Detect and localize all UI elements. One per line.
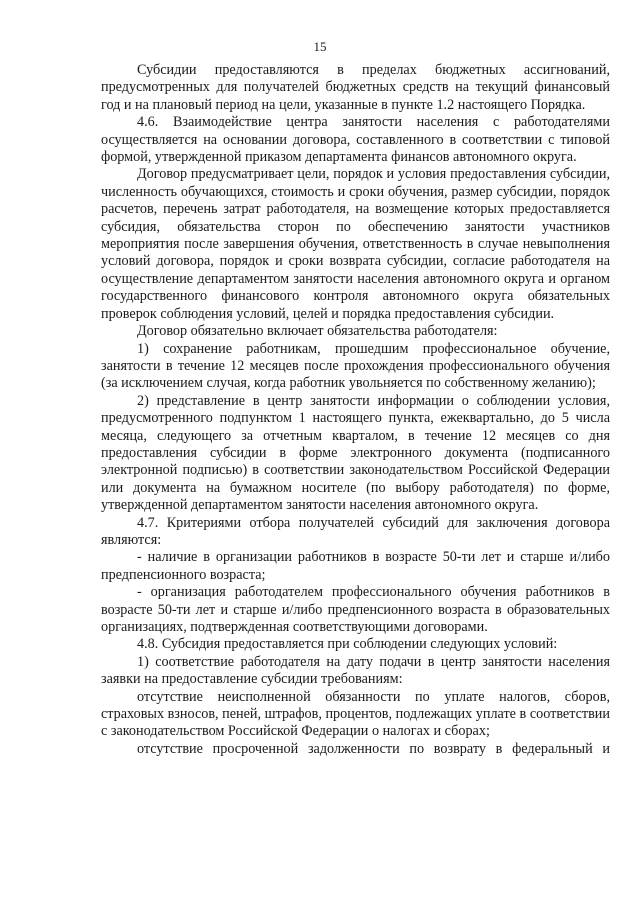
paragraph-criterion-1: - наличие в организации работников в возрасте 50-ти лет и старше и/либо предпенсионного возраста; [101,549,610,583]
paragraph-subsidies-budget: Субсидии предоставляются в пределах бюджетных ассигнований, предусмотренных для получателей бюджетных средств на текущий финансовый год и на плановый период на цели, указанные в пункте 1.2 настоящего Порядка. [101,62,610,113]
paragraph-contract-provisions: Договор предусматривает цели, порядок и условия предоставления субсидии, численность обучающихся, стоимость и сроки обучения, размер субсидии, порядок расчетов, перечень затрат работодателя, на возмещение которых предоставляется субсидия, обязательства сторон по обеспечению занятости участников мероприятия после завершения обучения, ответственность в случае невыполнения условий договора, порядок и сроки возврата субсидии, согласие работодателя на осуществление департаментом занятости населения автономного округа и органом государственного финансового контроля автономного округа обязательных проверок соблюдения условий, целей и порядка предоставления субсидии. [101,166,610,322]
paragraph-condition-1: 1) соответствие работодателя на дату подачи в центр занятости населения заявки на предоставление субсидии требованиям: [101,653,610,688]
paragraph-4-8-conditions: 4.8. Субсидия предоставляется при соблюдении следующих условий: [137,636,558,653]
paragraph-4-6-interaction: 4.6. Взаимодействие центра занятости населения с работодателями осуществляется на основании договора, составленного в соответствии с типовой формой, утвержденной приказом департамента финансов автономного округа. [101,114,610,166]
paragraph-obligation-1: 1) сохранение работникам, прошедшим профессиональное обучение, занятости в течение 12 месяцев после прохождения профессионального обучения (за исключением случая, когда работник увольняется по собственному желанию); [101,340,610,392]
paragraph-obligation-2: 2) представление в центр занятости информации о соблюдении условия, предусмотренного подпунктом 1 настоящего пункта, ежеквартально, до 5 числа месяца, следующего за отчетным кварталом, в течение 12 месяцев со дня предоставления субсидии в форме электронного документа (подписанного электронной подписью) в соответствии законодательством Российской Федерации или документа на бумажном носителе (по выбору работодателя) по форме, утвержденной департаментом занятости населения автономного округа. [101,392,610,514]
paragraph-no-tax-debt: отсутствие неисполненной обязанности по уплате налогов, сборов, страховых взносов, пеней, штрафов, процентов, подлежащих уплате в соответствии с законодательством Российской Федерации о налогах и сборах; [101,688,610,740]
document-body [101,62,610,758]
paragraph-contract-obligations-intro: Договор обязательно включает обязательства работодателя: [137,323,498,340]
paragraph-criterion-2: - организация работодателем профессионального обучения работников в возрасте 50-ти лет и старше и/либо предпенсионного возраста в образовательных организациях, подтвержденная соответствующими договорами. [101,584,610,635]
page-number: 15 [313,39,327,54]
paragraph-4-7-criteria: 4.7. Критериями отбора получателей субсидий для заключения договора являются: [101,514,610,548]
paragraph-no-overdue-debt: отсутствие просроченной задолженности по возврату в федеральный и [137,740,610,757]
